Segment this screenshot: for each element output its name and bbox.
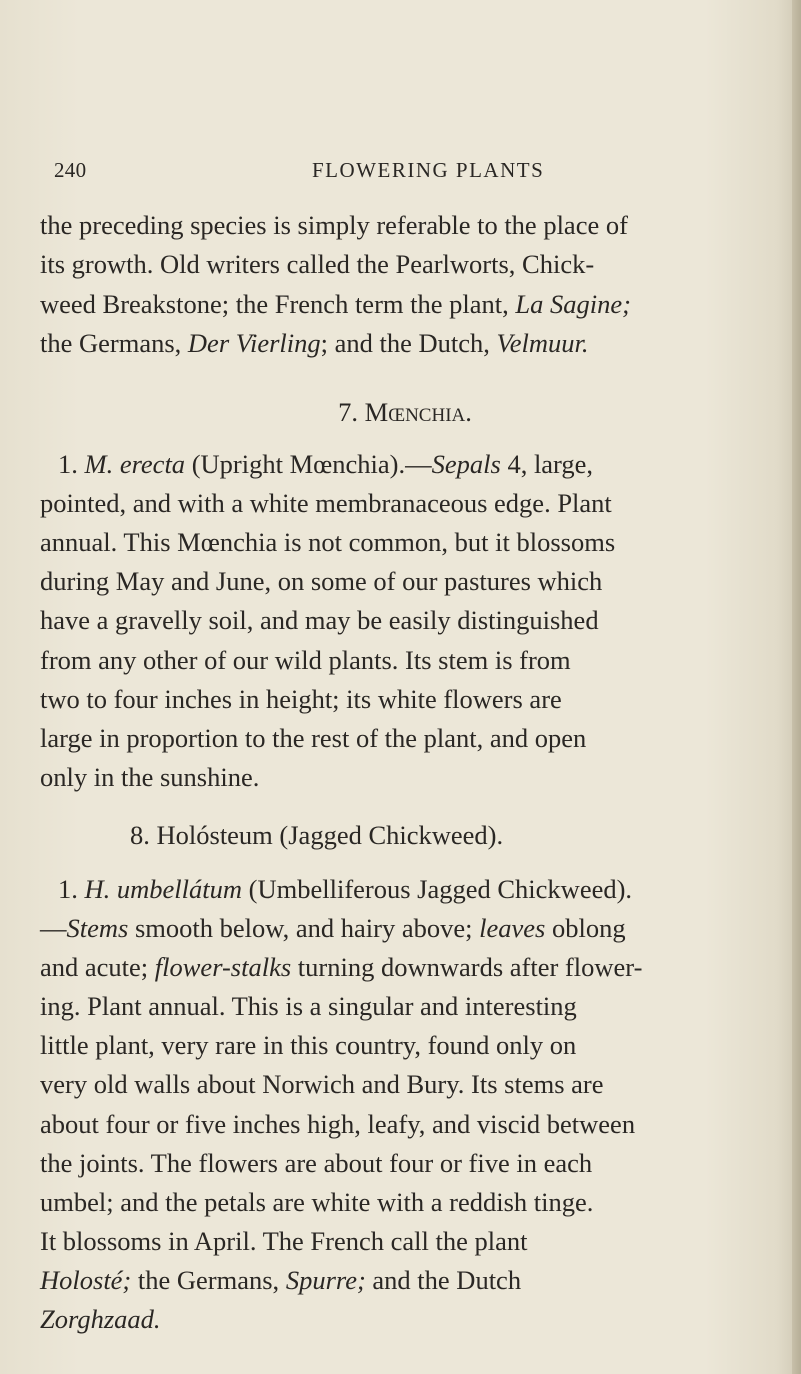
text-line: and acute; flower-stalks turning downwards after flower- xyxy=(40,952,643,983)
text-line: the joints. The flowers are about four or five in each xyxy=(40,1147,593,1178)
text-line: little plant, very rare in this country, found only on xyxy=(40,1030,577,1061)
section-heading: 8. Holósteum (Jagged Chickweed). xyxy=(130,819,504,850)
text-line: have a gravelly soil, and may be easily distinguished xyxy=(40,605,599,636)
text-line: the Germans, Der Vierling; and the Dutch, Velmuur. xyxy=(40,327,589,358)
page-number: 240 xyxy=(54,158,87,182)
text-line: It blossoms in April. The French call the plant xyxy=(40,1226,528,1257)
text-line: about four or five inches high, leafy, and viscid between xyxy=(40,1108,636,1139)
text-line: pointed, and with a white membranaceous edge. Plant xyxy=(40,488,612,518)
page-edge xyxy=(792,0,801,1374)
text-line: 1. M. erecta (Upright Mœnchia).—Sepals 4, large, xyxy=(58,448,594,479)
text-line: very old walls about Norwich and Bury. Its stems are xyxy=(40,1069,604,1100)
text-line: weed Breakstone; the French term the plant, La Sagine; xyxy=(40,288,631,319)
text-line: large in proportion to the rest of the plant, and open xyxy=(40,722,587,753)
text-line: Holosté; the Germans, Spurre; and the Dutch xyxy=(40,1265,522,1296)
text-line: from any other of our wild plants. Its stem is from xyxy=(40,644,571,675)
text-line: Zorghzaad. xyxy=(40,1304,161,1335)
text-line: its growth. Old writers called the Pearlworts, Chick- xyxy=(40,249,595,280)
text-line: umbel; and the petals are white with a reddish tinge. xyxy=(40,1186,594,1217)
text-line: two to four inches in height; its white flowers are xyxy=(40,683,562,714)
text-line: the preceding species is simply referable to the place of xyxy=(40,210,628,241)
running-title: FLOWERING PLANTS xyxy=(312,158,545,182)
text-line: —Stems smooth below, and hairy above; leaves oblong xyxy=(40,912,626,943)
text-line: during May and June, on some of our pastures which xyxy=(40,566,603,597)
section-heading: 7. Mœnchia. xyxy=(338,396,472,427)
text-line: annual. This Mœnchia is not common, but it blossoms xyxy=(40,527,616,558)
text-line: only in the sunshine. xyxy=(40,761,260,792)
text-line: 1. H. umbellátum (Umbelliferous Jagged Chickweed). xyxy=(58,873,633,904)
text-line: ing. Plant annual. This is a singular and interesting xyxy=(40,991,577,1022)
